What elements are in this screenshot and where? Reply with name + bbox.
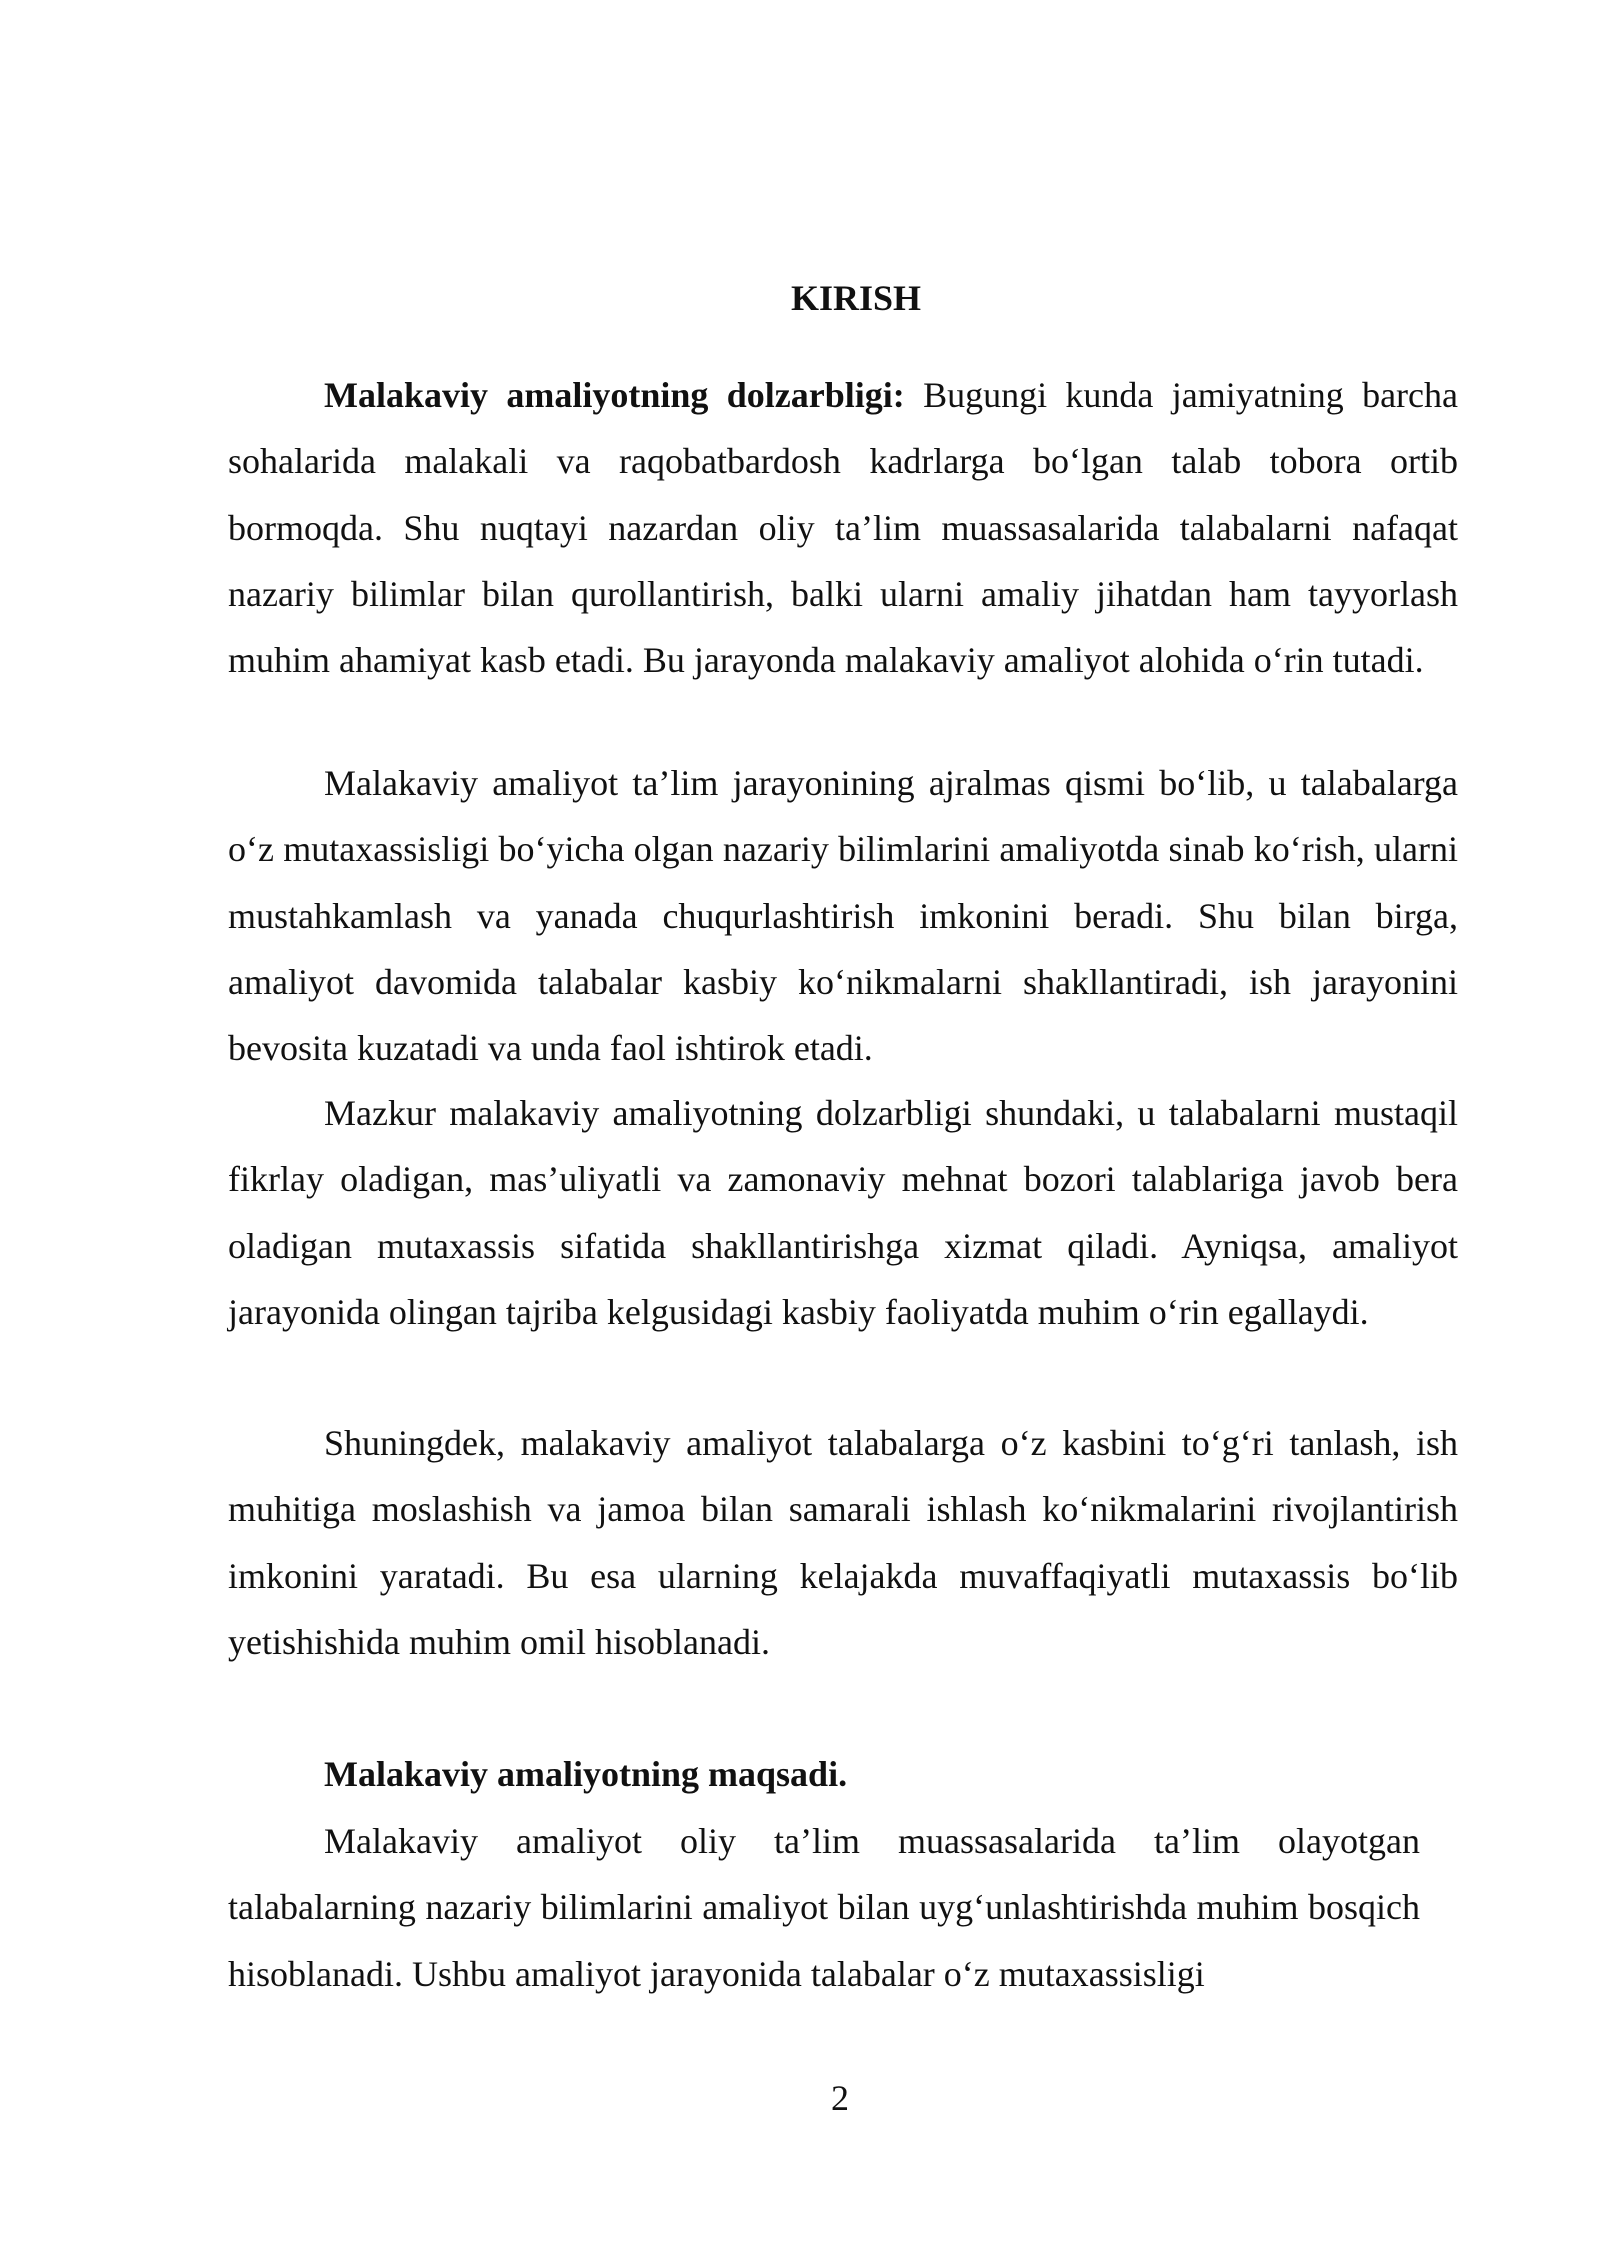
section-heading-purpose: Malakaviy amaliyotning maqsadi. — [324, 1754, 848, 1794]
paragraph-integral-part: Malakaviy amaliyot ta’lim jarayonining ajralmas qismi bo‘lib, u talabalarga o‘z mutaxassisligi bo‘yicha olgan nazariy bilimlarini amaliyotda sinab ko‘rish, ularni mustahkamlash va yanada chuqurlashtirish imkonini beradi. Shu bilan birga, amaliyot davomida talabalar kasbiy ko‘nikmalarni shakllantiradi, ish jarayonini bevosita kuzatadi va unda faol ishtirok etadi. — [228, 763, 1458, 1069]
paragraph-text: Bugungi kunda jamiyatning barcha sohalarida malakali va raqobatbardosh kadrlarga bo‘lgan talab tobora ortib bormoqda. Shu nuqtayi nazardan oliy ta’lim muassasalarida talabalarni nafaqat nazariy bilimlar bilan qurollantirish, balki ularni amaliy jihatdan ham tayyorlash muhim ahamiyat kasb etadi. Bu jarayonda malakaviy amaliyot alohida o‘rin tutadi. — [228, 375, 1458, 681]
paragraph-purpose: Malakaviy amaliyot oliy ta’lim muassasalarida ta’lim olayotgan talabalarning nazariy bilimlarini amaliyot bilan uyg‘unlashtirishda muhim bosqich hisoblanadi. Ushbu amaliyot jarayonida talabalar o‘z mutaxassisligi — [228, 1821, 1420, 1994]
paragraph-relevance — [228, 362, 1458, 693]
page-number: 2 — [831, 2078, 849, 2118]
paragraph-career-skills: Shuningdek, malakaviy amaliyot talabalarga o‘z kasbini to‘g‘ri tanlash, ish muhitiga moslashish va jamoa bilan samarali ishlash ko‘nikmalarini rivojlantirish imkonini yaratadi. Bu esa ularning kelajakda muvaffaqiyatli mutaxassis bo‘lib yetishishida muhim omil hisoblanadi. — [228, 1423, 1458, 1662]
paragraph-importance: Mazkur malakaviy amaliyotning dolzarbligi shundaki, u talabalarni mustaqil fikrlay oladigan, mas’uliyatli va zamonaviy mehnat bozori talablariga javob bera oladigan mutaxassis sifatida shakllantirishga xizmat qiladi. Ayniqsa, amaliyot jarayonida olingan tajriba kelgusidagi kasbiy faoliyatda muhim o‘rin egallaydi. — [228, 1093, 1458, 1332]
paragraph-lead: Malakaviy amaliyotning dolzarbligi: — [324, 375, 905, 415]
page-title: KIRISH — [790, 278, 922, 318]
